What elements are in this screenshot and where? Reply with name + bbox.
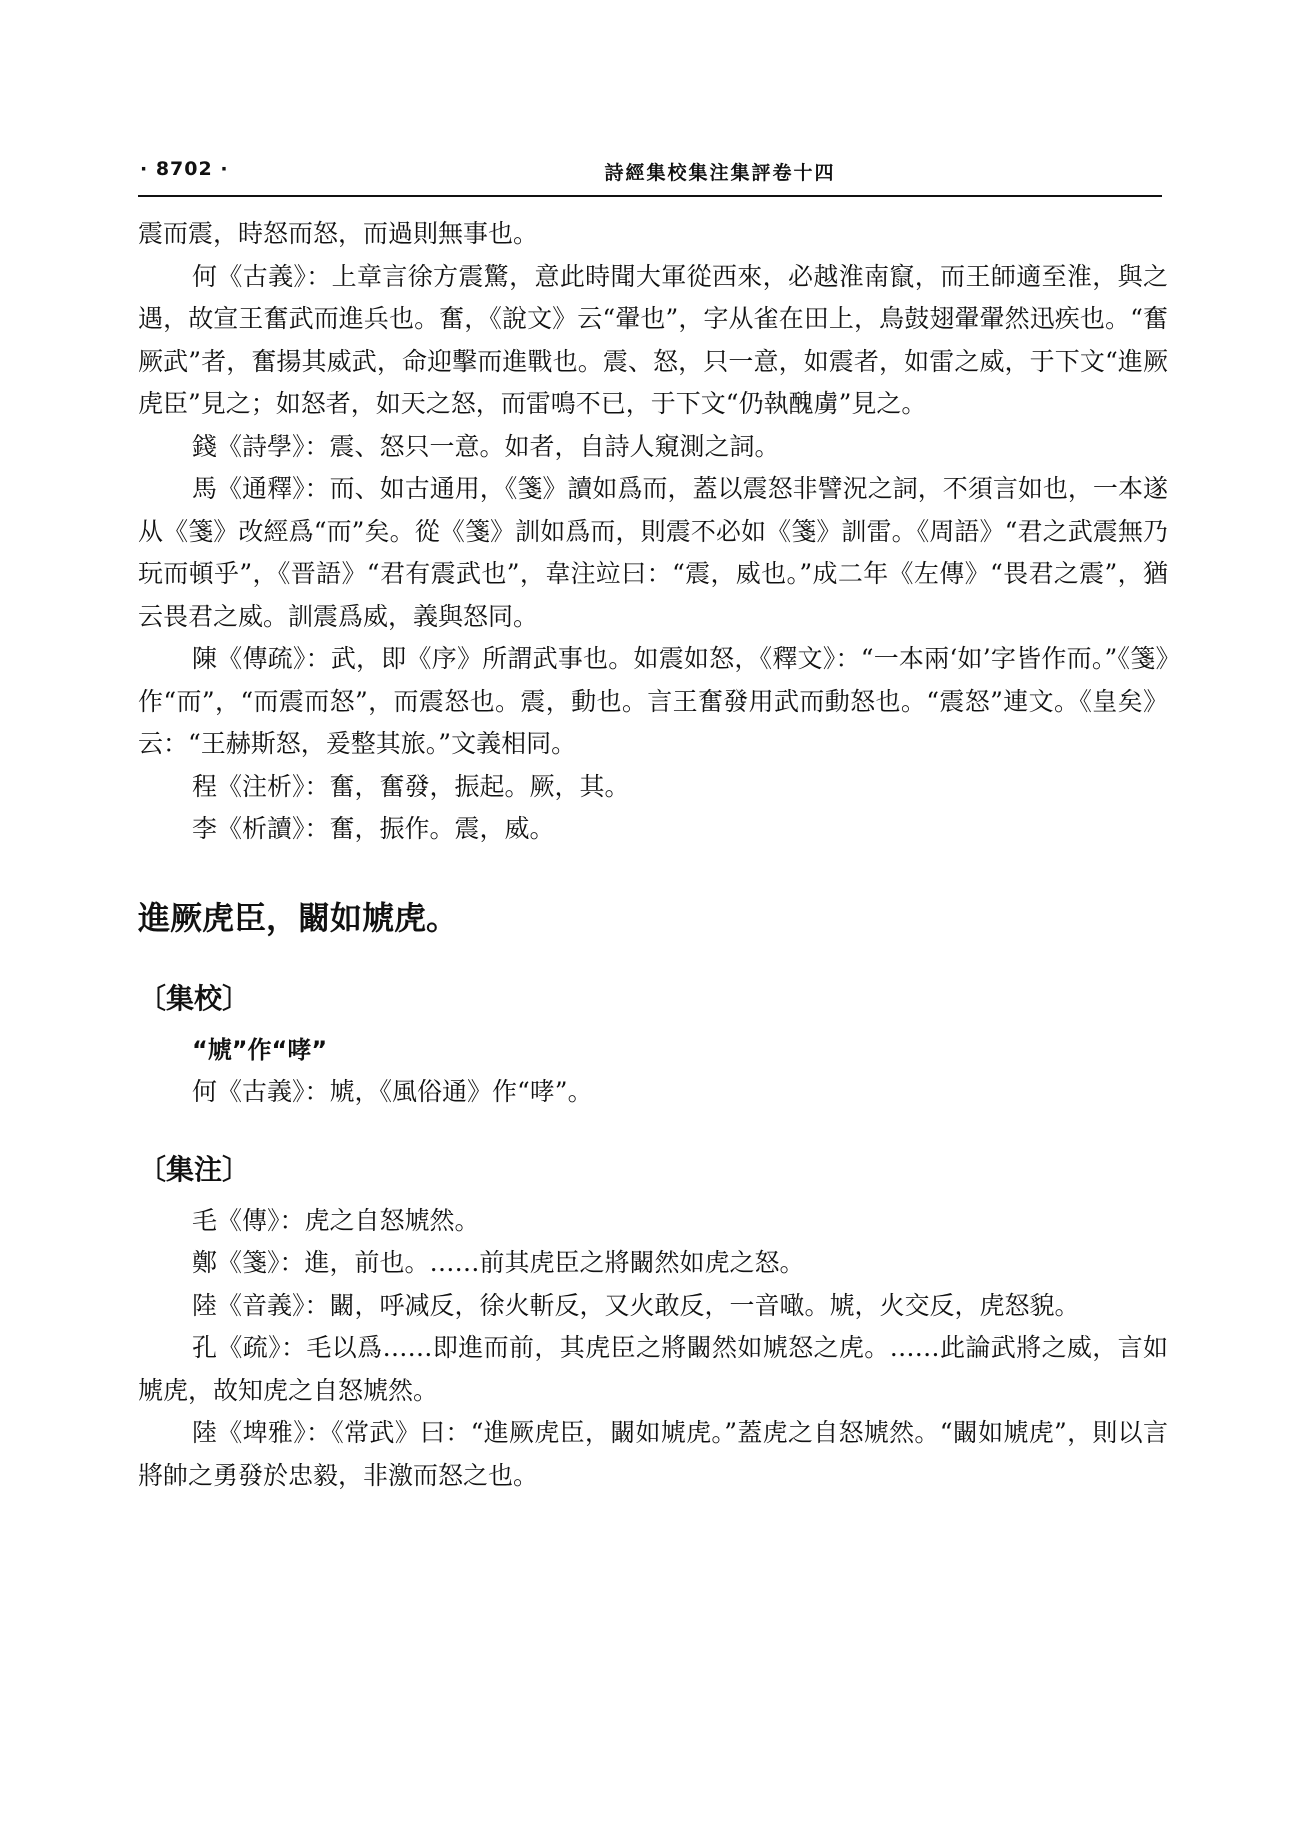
paragraph: 震而震，時怒而怒，而過則無事也。	[138, 219, 539, 248]
verse-heading: 進厥虎臣，闞如虓虎。	[138, 898, 459, 937]
section-label-jizhu: 〔集注〕	[138, 1152, 251, 1186]
paragraph: 陸《埤雅》：《常武》曰：“進厥虎臣，闞如虓虎。”蓋虎之自怒虓然。“闞如虓虎”，則以言將帥之勇發於忠毅，非激而怒之也。	[138, 1418, 1168, 1490]
paragraph: 何《古義》：上章言徐方震驚，意此時聞大軍從西來，必越淮南竄，而王師適至淮，與之遇，故宣王奮武而進兵也。奮，《說文》云“翬也”，字从雀在田上，鳥鼓翅翬翬然迅疾也。“奮厥武”者，奮揚其威武，命迎擊而進戰也。震、怒，只一意，如震者，如雷之威，于下文“進厥虎臣”見之；如怒者，如天之怒，而雷鳴不已，于下文“仍執醜虜”見之。	[138, 261, 1168, 418]
paragraph: 馬《通釋》：而、如古通用，《箋》讀如爲而，蓋以震怒非譬況之詞，不須言如也，一本遂从《箋》改經爲“而”矣。從《箋》訓如爲而，則震不必如《箋》訓雷。《周語》“君之武震無乃玩而頓乎”，《晋語》“君有震武也”，韋注竝曰：“震，威也。”成二年《左傳》“畏君之震”，猶云畏君之威。訓震爲威，義與怒同。	[138, 474, 1168, 631]
paragraph: 錢《詩學》：震、怒只一意。如者，自詩人窺測之詞。	[192, 431, 780, 461]
page-body	[138, 213, 1168, 1497]
paragraph: 李《析讀》：奮，振作。震，威。	[192, 814, 555, 843]
header-rule	[138, 195, 1162, 197]
section-label-jiaojiao: 〔集校〕	[138, 981, 251, 1015]
paragraph: 何《古義》：虓，《風俗通》作“哮”。	[192, 1077, 593, 1106]
running-title: 詩經集校集注集評卷十四	[604, 162, 836, 184]
paragraph: 鄭《箋》：進，前也。……前其虎臣之將闞然如虎之怒。	[192, 1248, 805, 1277]
paragraph: 毛《傳》：虎之自怒虓然。	[192, 1205, 480, 1235]
collation-subheading: “虓”作“哮”	[192, 1035, 328, 1064]
paragraph: 陸《音義》：闞，呼减反，徐火斬反，又火敢反，一音噉。虓，火交反，虎怒貌。	[192, 1290, 1080, 1320]
paragraph: 陳《傳疏》：武，即《序》所謂武事也。如震如怒，《釋文》：“一本兩‘如’字皆作而。”《箋》作“而”，“而震而怒”，而震怒也。震，動也。言王奮發用武而動怒也。“震怒”連文。《皇矣》云：“王赫斯怒，爰整其旅。”文義相同。	[138, 644, 1168, 758]
paragraph: 程《注析》：奮，奮發，振起。厥，其。	[192, 771, 630, 801]
page-number: · 8702 ·	[140, 158, 229, 180]
paragraph: 孔《疏》：毛以爲……即進而前，其虎臣之將闞然如虓怒之虎。……此論武將之威，言如虓虎，故知虎之自怒虓然。	[138, 1333, 1168, 1405]
